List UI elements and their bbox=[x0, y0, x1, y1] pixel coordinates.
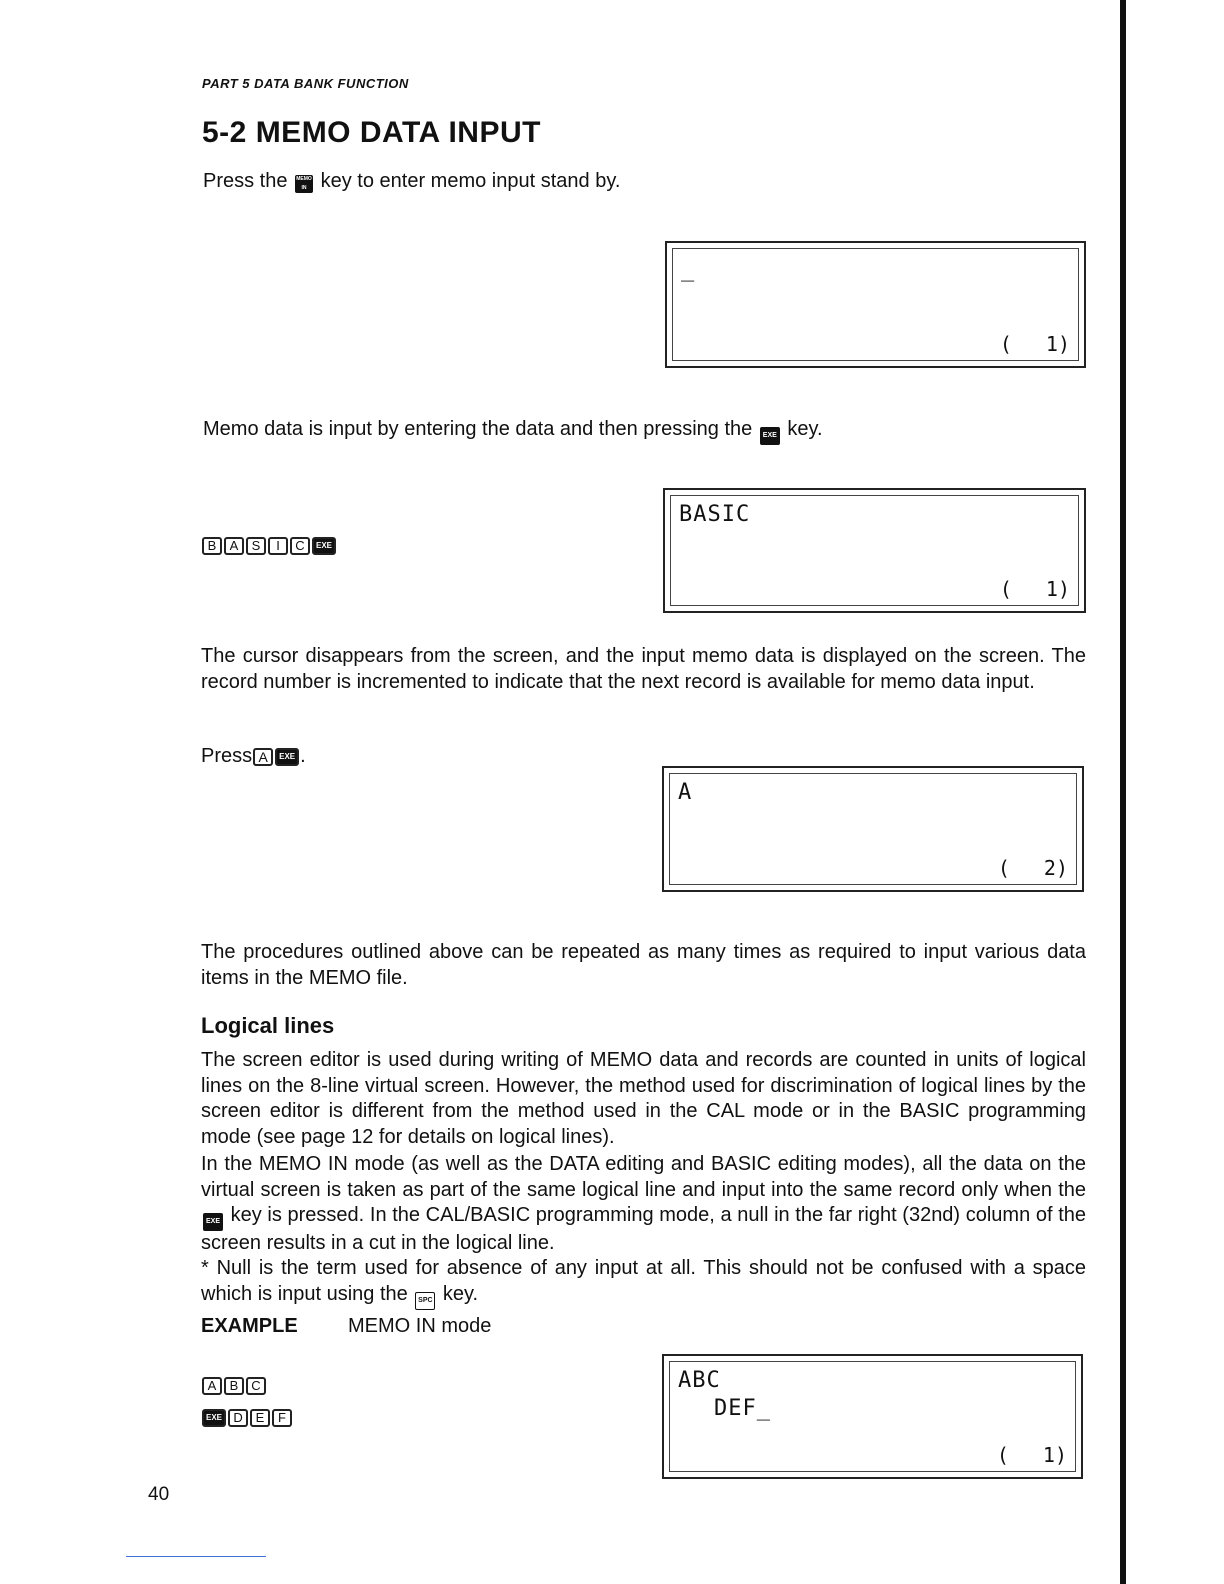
key-c: C bbox=[290, 537, 310, 555]
spc-key-icon: SPC bbox=[415, 1292, 435, 1310]
key-exe-2: EXE bbox=[202, 1409, 226, 1427]
key-sequence-abc bbox=[201, 1377, 267, 1395]
key-exe: EXE bbox=[312, 537, 336, 555]
logical-paragraph-1: The screen editor is used during writing of MEMO data and records are counted in units of logical lines on the 8-line virtual screen. However, the method used for discrimination of logical lines by the screen editor is different from the method used in the CAL mode or in the BASIC programming mode (see page 12 for details on logical lines). bbox=[201, 1049, 1086, 1148]
key-f: F bbox=[272, 1409, 292, 1427]
bottom-rule bbox=[126, 1556, 266, 1557]
lcd2-line1: BASIC bbox=[679, 502, 751, 527]
lcd-screen-3 bbox=[662, 766, 1084, 892]
logical-lines-heading: Logical lines bbox=[201, 1013, 335, 1038]
key-a-press: A bbox=[253, 748, 273, 766]
null-note: * Null is the term used for absence of any input at all. This should not be confused with a space which is input using the SPC key. bbox=[201, 1256, 1086, 1310]
key-exe-press: EXE bbox=[275, 748, 299, 766]
lcd-screen-4 bbox=[662, 1354, 1083, 1479]
scan-edge-bar bbox=[1120, 0, 1126, 1584]
key-d: D bbox=[228, 1409, 248, 1427]
section-title: 5-2 MEMO DATA INPUT bbox=[202, 116, 541, 149]
lcd4-record-number: ( 1) bbox=[996, 1443, 1067, 1467]
key-c-2: C bbox=[246, 1377, 266, 1395]
lcd4-line2: DEF_ bbox=[714, 1396, 771, 1421]
lcd2-record-number: ( 1) bbox=[999, 577, 1070, 601]
exe-key-icon: EXE bbox=[760, 427, 780, 445]
running-header: PART 5 DATA BANK FUNCTION bbox=[202, 76, 409, 91]
intro-after: key to enter memo input stand by. bbox=[320, 170, 621, 192]
memo-input-text: Memo data is input by entering the data and then pressing the EXE key. bbox=[203, 417, 823, 445]
intro-before: Press the bbox=[203, 170, 288, 192]
lcd3-record-number: ( 2) bbox=[997, 856, 1068, 880]
intro-text bbox=[203, 169, 620, 194]
example-mode: MEMO IN mode bbox=[348, 1315, 492, 1337]
example-label: EXAMPLE bbox=[201, 1315, 298, 1337]
key-sequence-def bbox=[201, 1409, 293, 1427]
key-i: I bbox=[268, 537, 288, 555]
repeat-paragraph: The procedures outlined above can be repeated as many times as required to input various data items in the MEMO file. bbox=[201, 941, 1086, 989]
key-a: A bbox=[224, 537, 244, 555]
page-number: 40 bbox=[148, 1484, 170, 1505]
lcd4-line1: ABC bbox=[678, 1368, 721, 1393]
logical-paragraph-2: In the MEMO IN mode (as well as the DATA editing and BASIC editing modes), all the data on the virtual screen is taken as part of the same logical line and input into the same record only when the EXE key is pressed. In the CAL/BASIC programming mode, a null in the far right (32nd) column of the screen results in a cut in the logical line. bbox=[201, 1153, 1086, 1254]
memo-in-key-icon: MEMO IN bbox=[296, 176, 312, 191]
key-b-2: B bbox=[224, 1377, 244, 1395]
exe-key-icon-2: EXE bbox=[203, 1213, 223, 1231]
lcd-screen-1 bbox=[665, 241, 1086, 368]
lcd1-record-number: ( 1) bbox=[999, 332, 1070, 356]
key-e: E bbox=[250, 1409, 270, 1427]
key-b: B bbox=[202, 537, 222, 555]
key-a-2: A bbox=[202, 1377, 222, 1395]
lcd-screen-2 bbox=[663, 488, 1086, 613]
key-sequence-basic bbox=[201, 537, 337, 555]
cursor-paragraph: The cursor disappears from the screen, and the input memo data is displayed on the screen. The record number is incremented to indicate that the next record is available for memo data input. bbox=[201, 645, 1086, 693]
press-instruction: Press A EXE . bbox=[201, 745, 306, 767]
key-s: S bbox=[246, 537, 266, 555]
lcd3-line1: A bbox=[678, 780, 693, 805]
lcd1-line1: _ bbox=[681, 257, 696, 282]
